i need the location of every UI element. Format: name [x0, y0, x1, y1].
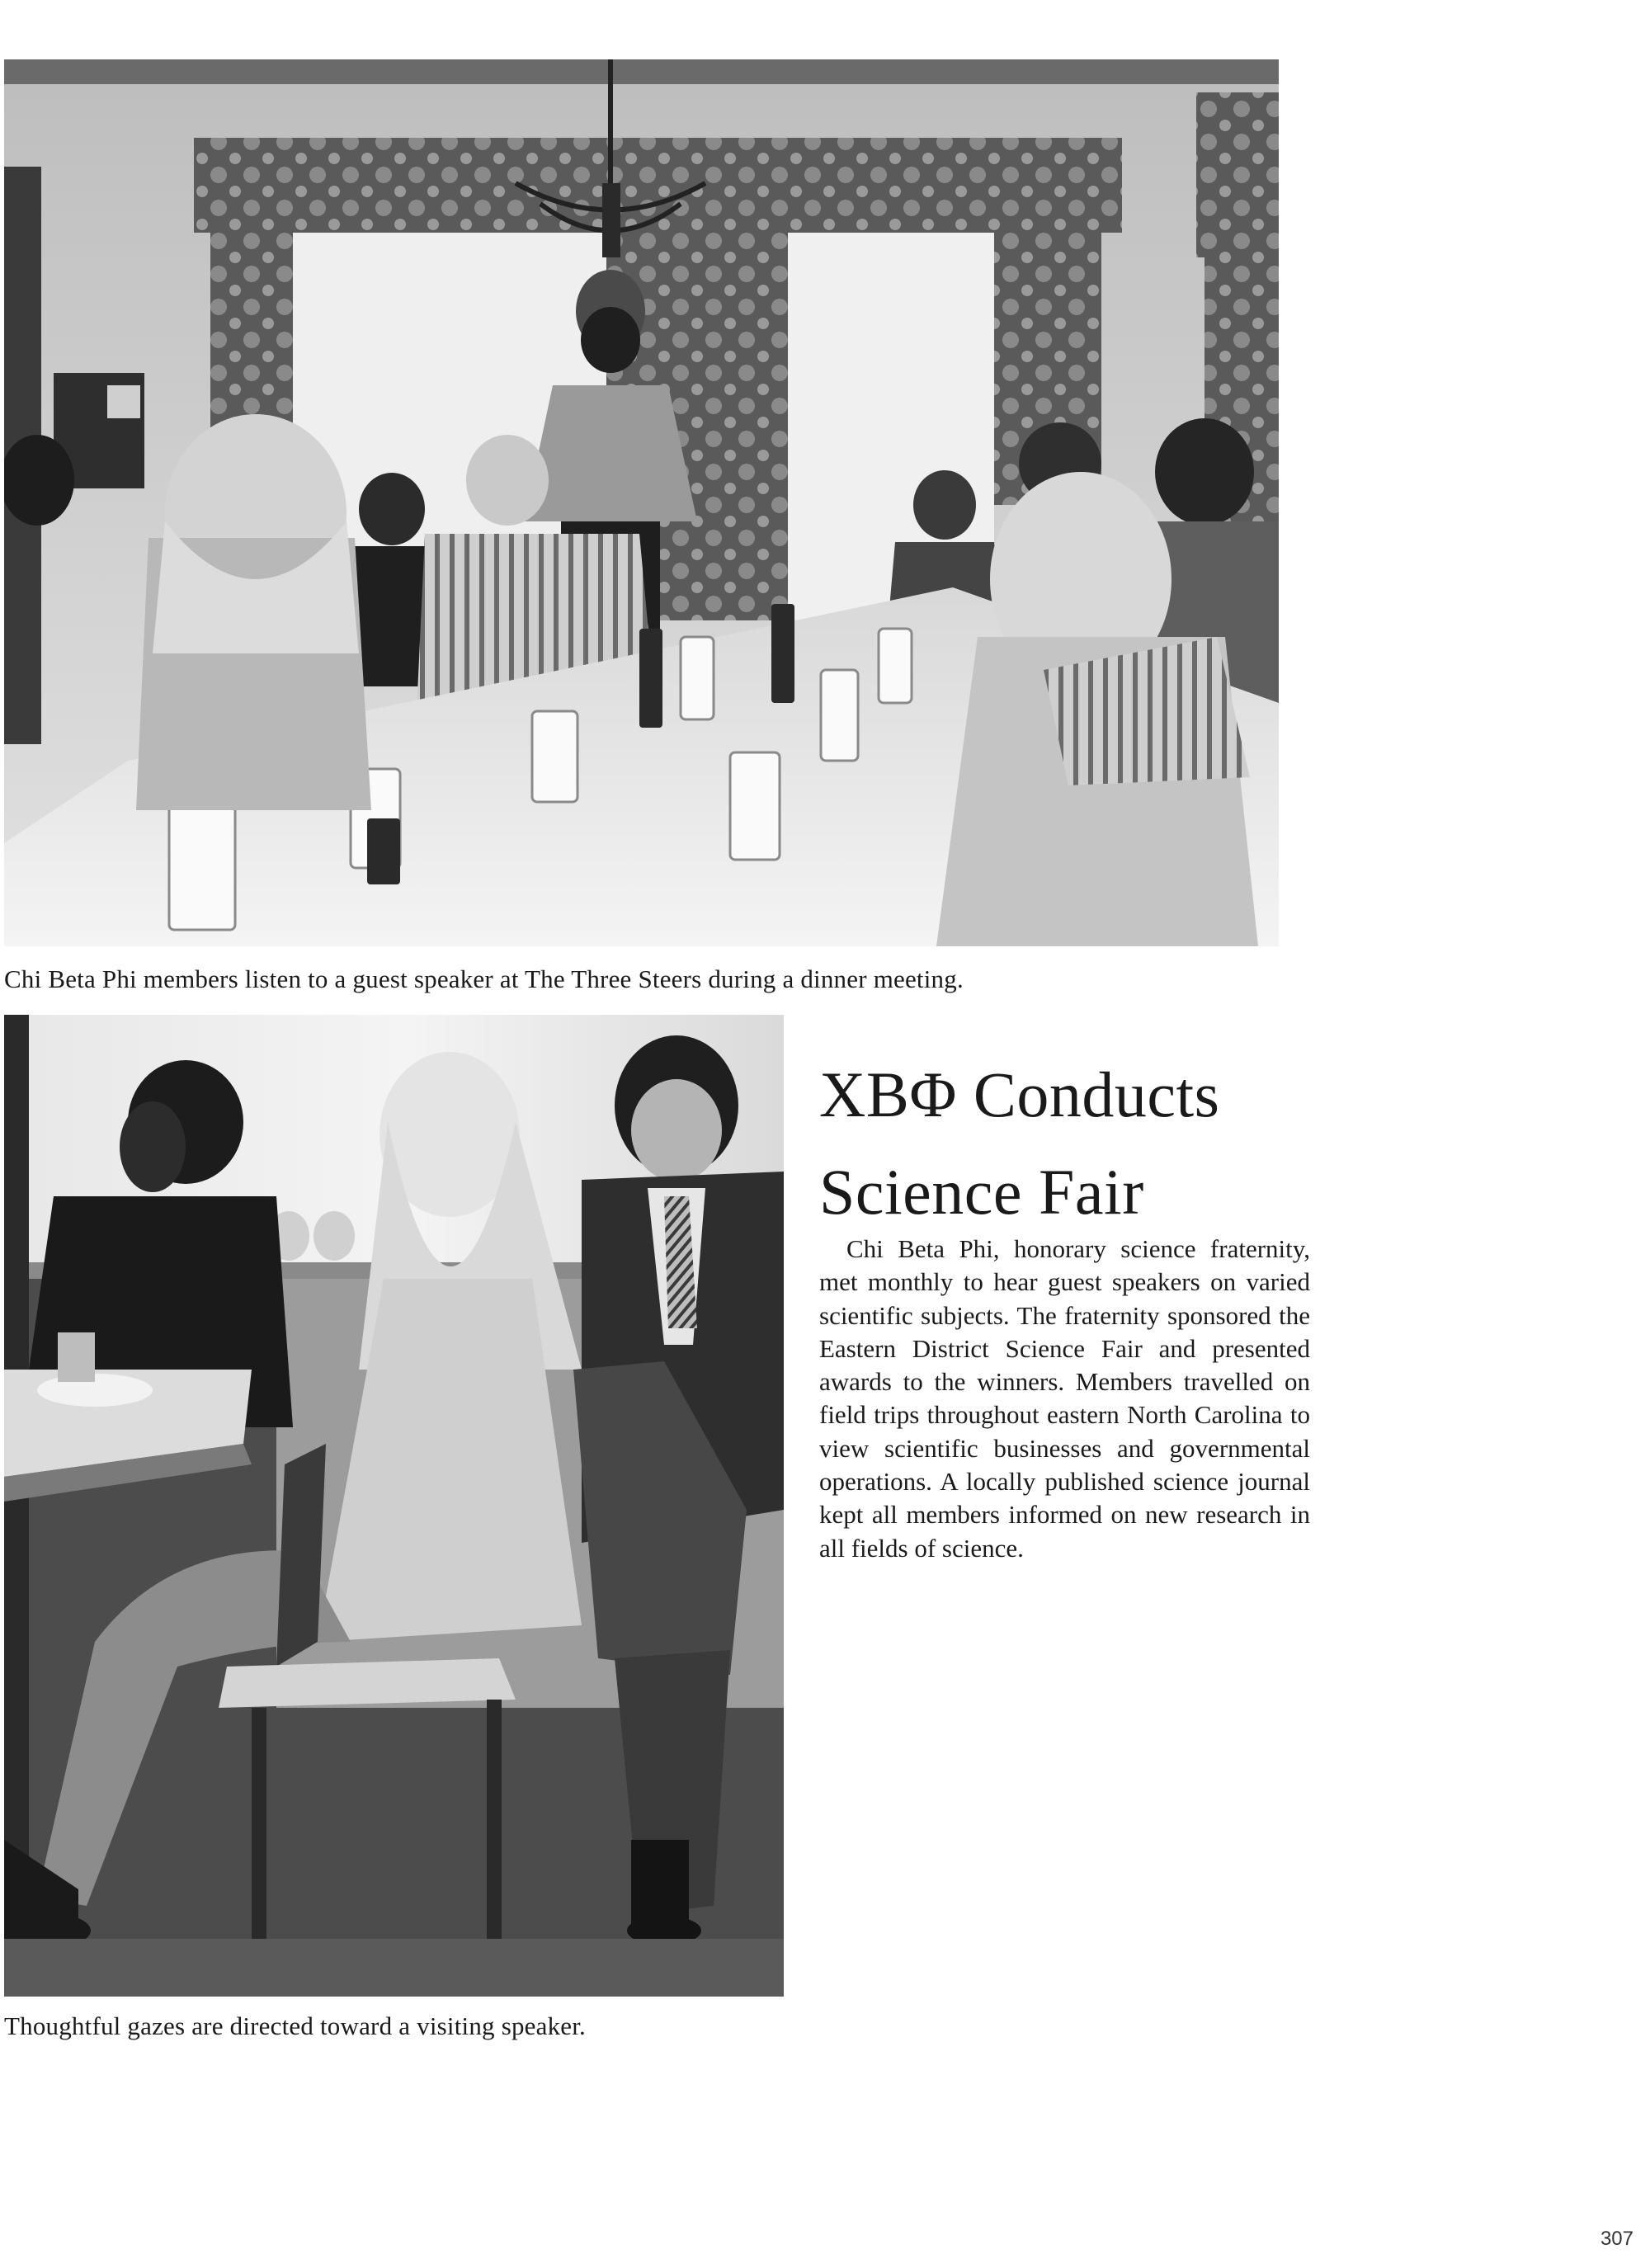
audience-caption: Thoughtful gazes are directed toward a visiting speaker. [4, 2011, 587, 2040]
headline-line-2: Science Fair [819, 1156, 1144, 1228]
article-headline [819, 1046, 1413, 1241]
dinner-meeting-caption: Chi Beta Phi members listen to a guest speaker at The Three Steers during a dinner meeting. [4, 964, 964, 993]
page-number: 307 [1600, 2228, 1634, 2250]
attentive-audience-photo [4, 1015, 784, 1997]
article-body: Chi Beta Phi, honorary science fraternity, met monthly to hear guest speakers on varied scientific subjects. The fraternity sponsored the Eastern District Science Fair and presented awards to the winners. Members travelled on field trips throughout eastern North Carolina to view scientific businesses and governmental operations. A locally published science journal kept all members informed on new research in all fields of science. [819, 1234, 1310, 1563]
dinner-meeting-photo-art [4, 59, 1279, 946]
attentive-audience-photo-art [4, 1015, 784, 1997]
dinner-meeting-photo [4, 59, 1279, 946]
headline-line-1: XBΦ Conducts [819, 1059, 1220, 1130]
